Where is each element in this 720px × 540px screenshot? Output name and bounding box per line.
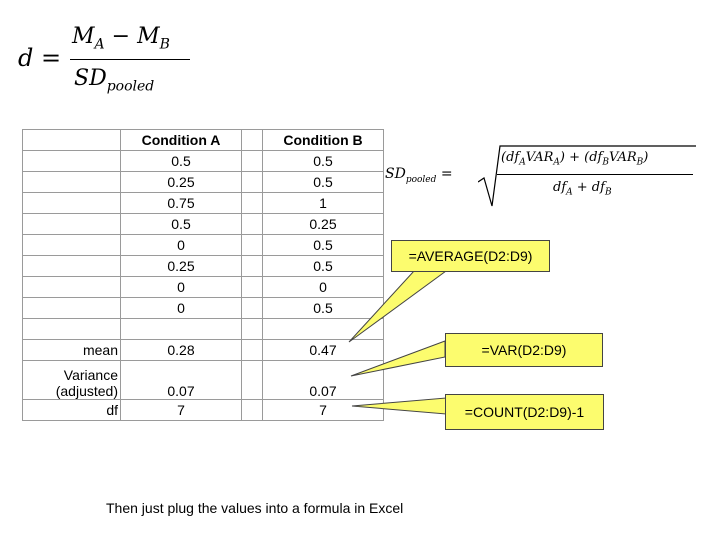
table-cell[interactable]: 0.5: [263, 151, 384, 172]
sd-pooled-denominator: $df_A + df_B$: [553, 180, 612, 198]
table-cell[interactable]: 0.5: [263, 235, 384, 256]
table-cell[interactable]: 0.25: [121, 172, 242, 193]
table-cell[interactable]: 0.5: [121, 214, 242, 235]
table-cell[interactable]: 0.5: [121, 151, 242, 172]
sd-pooled-lhs: $SD_{pooled}$ =: [385, 166, 453, 185]
callout-pointer-average: [349, 271, 446, 342]
column-header-condition-a[interactable]: Condition A: [121, 130, 242, 151]
callout-average: =AVERAGE(D2:D9): [391, 240, 550, 272]
column-header-condition-b[interactable]: Condition B: [263, 130, 384, 151]
row-label-variance[interactable]: Variance (adjusted): [23, 361, 121, 400]
callout-pointer-var: [351, 341, 445, 376]
table-cell[interactable]: 7: [121, 400, 242, 421]
table-cell[interactable]: 0.75: [121, 193, 242, 214]
callout-pointer-count: [352, 398, 446, 414]
table-cell[interactable]: 0: [121, 277, 242, 298]
formula-d-lhs: d =: [18, 44, 62, 72]
caption-text: Then just plug the values into a formula in Excel: [106, 500, 404, 516]
table-cell[interactable]: 0: [121, 298, 242, 319]
row-label-mean[interactable]: mean: [23, 340, 121, 361]
formula-d-numerator: $M_A - M_B$: [72, 24, 170, 53]
table-cell[interactable]: 0.47: [263, 340, 384, 361]
table-cell[interactable]: 1: [263, 193, 384, 214]
table-cell[interactable]: 0.28: [121, 340, 242, 361]
table-cell[interactable]: 0.5: [263, 256, 384, 277]
table-cell[interactable]: 0.07: [121, 361, 242, 400]
callout-var: =VAR(D2:D9): [445, 333, 603, 367]
table-cell[interactable]: 0.25: [263, 214, 384, 235]
formula-d-denominator: $SD_{pooled}$: [74, 66, 155, 95]
callout-count: =COUNT(D2:D9)-1: [445, 394, 604, 430]
table-cell[interactable]: 0.5: [263, 298, 384, 319]
row-label-df[interactable]: df: [23, 400, 121, 421]
table-cell[interactable]: 0.25: [121, 256, 242, 277]
table-cell[interactable]: 0: [263, 277, 384, 298]
table-cell[interactable]: 0.5: [263, 172, 384, 193]
table-cell[interactable]: 0: [121, 235, 242, 256]
table-cell[interactable]: 7: [263, 400, 384, 421]
table-cell[interactable]: 0.07: [263, 361, 384, 400]
sd-pooled-numerator: $(df_AVAR_A) + (df_BVAR_B)$: [501, 150, 649, 168]
